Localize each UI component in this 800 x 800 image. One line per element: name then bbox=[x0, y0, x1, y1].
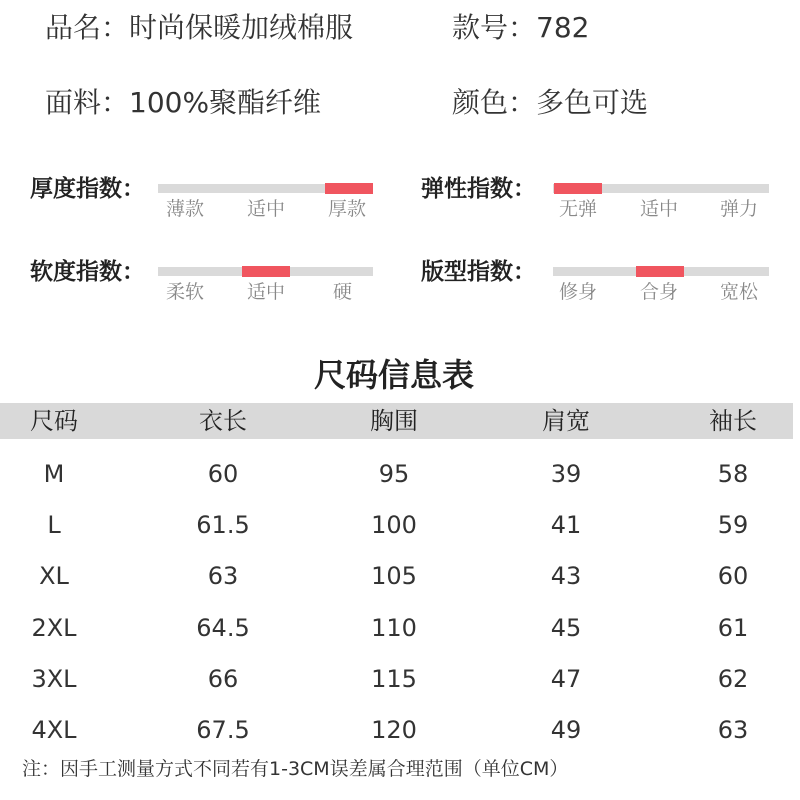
index-tick: 无弹 bbox=[559, 198, 598, 220]
table-cell: 63 bbox=[717, 716, 749, 744]
table-cell: 49 bbox=[550, 716, 582, 744]
header-cell: 胸围 bbox=[370, 407, 418, 435]
table-cell: 100 bbox=[371, 511, 417, 539]
header-cell: 袖长 bbox=[709, 407, 757, 435]
index-tick: 柔软 bbox=[166, 281, 205, 303]
table-cell: XL bbox=[39, 562, 69, 590]
index-tick: 厚款 bbox=[328, 198, 367, 220]
header-cell: 肩宽 bbox=[542, 407, 590, 435]
index-track bbox=[553, 184, 769, 193]
table-cell: 120 bbox=[371, 716, 417, 744]
index-label: 厚度指数： bbox=[30, 176, 145, 202]
table-cell: 4XL bbox=[31, 716, 77, 744]
table-cell: 62 bbox=[717, 665, 749, 693]
table-cell: 59 bbox=[717, 511, 749, 539]
table-cell: 60 bbox=[717, 562, 749, 590]
index-track bbox=[553, 267, 769, 276]
measurement-note: 注：因手工测量方式不同若有1-3CM误差属合理范围（单位CM） bbox=[22, 758, 569, 780]
index-marker bbox=[242, 266, 290, 277]
product-name: 品名：时尚保暖加绒棉服 bbox=[45, 11, 354, 44]
table-cell: 2XL bbox=[31, 614, 77, 642]
table-cell: 39 bbox=[550, 460, 582, 488]
index-marker bbox=[554, 183, 602, 194]
size-table-title: 尺码信息表 bbox=[313, 356, 474, 394]
table-cell: 47 bbox=[550, 665, 582, 693]
index-tick: 合身 bbox=[640, 281, 679, 303]
index-marker bbox=[636, 266, 684, 277]
table-cell: 110 bbox=[371, 614, 417, 642]
header-cell: 衣长 bbox=[199, 407, 247, 435]
index-tick: 弹力 bbox=[720, 198, 759, 220]
table-cell: 43 bbox=[550, 562, 582, 590]
table-cell: 115 bbox=[371, 665, 417, 693]
table-cell: 41 bbox=[550, 511, 582, 539]
table-cell: 3XL bbox=[31, 665, 77, 693]
index-tick: 适中 bbox=[247, 281, 286, 303]
index-tick: 适中 bbox=[247, 198, 286, 220]
table-cell: 45 bbox=[550, 614, 582, 642]
index-tick: 硬 bbox=[333, 281, 353, 303]
index-label: 版型指数： bbox=[421, 259, 536, 285]
table-cell: 58 bbox=[717, 460, 749, 488]
product-model: 款号：782 bbox=[452, 11, 590, 44]
table-cell: 61.5 bbox=[196, 511, 250, 539]
table-cell: 95 bbox=[378, 460, 410, 488]
table-cell: 64.5 bbox=[196, 614, 250, 642]
index-tick: 宽松 bbox=[720, 281, 759, 303]
table-cell: 61 bbox=[717, 614, 749, 642]
product-color: 颜色：多色可选 bbox=[452, 86, 649, 119]
table-cell: 63 bbox=[207, 562, 239, 590]
index-tick: 适中 bbox=[640, 198, 679, 220]
size-table-header bbox=[0, 403, 793, 439]
index-track bbox=[158, 184, 373, 193]
index-tick: 薄款 bbox=[166, 198, 205, 220]
table-cell: M bbox=[43, 460, 65, 488]
product-fabric: 面料：100%聚酯纤维 bbox=[45, 86, 322, 119]
table-cell: 67.5 bbox=[196, 716, 250, 744]
index-marker bbox=[325, 183, 373, 194]
index-track bbox=[158, 267, 373, 276]
table-cell: 60 bbox=[207, 460, 239, 488]
index-label: 弹性指数： bbox=[421, 176, 536, 202]
index-label: 软度指数： bbox=[30, 259, 145, 285]
table-cell: L bbox=[47, 511, 61, 539]
table-cell: 105 bbox=[371, 562, 417, 590]
header-cell: 尺码 bbox=[30, 407, 78, 435]
table-cell: 66 bbox=[207, 665, 239, 693]
index-tick: 修身 bbox=[559, 281, 598, 303]
